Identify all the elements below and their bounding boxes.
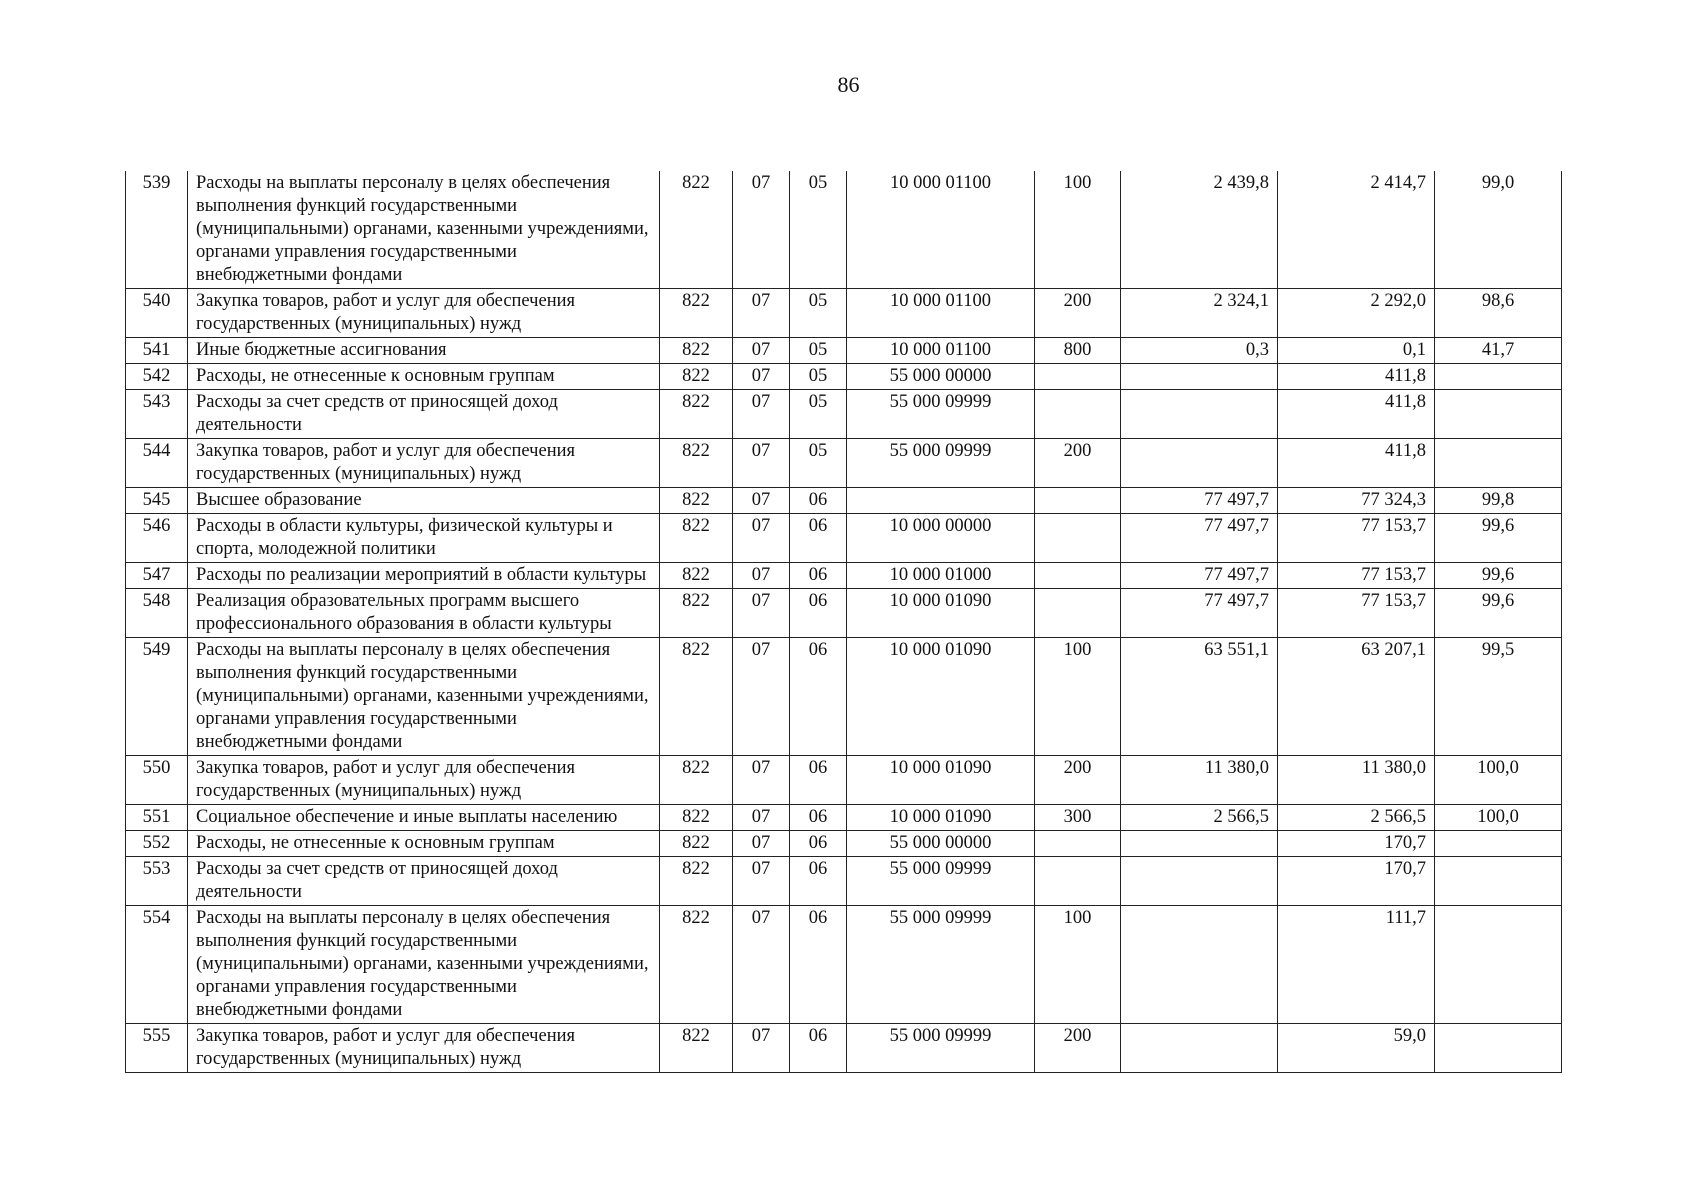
row-pr: 06 (790, 831, 847, 857)
row-pr: 05 (790, 171, 847, 289)
row-vr: 200 (1035, 756, 1121, 805)
row-plan: 77 497,7 (1121, 488, 1278, 514)
row-fact: 77 324,3 (1278, 488, 1435, 514)
row-number: 547 (126, 563, 188, 589)
row-csr: 55 000 00000 (847, 831, 1035, 857)
row-csr: 55 000 09999 (847, 390, 1035, 439)
row-name: Расходы за счет средств от приносящей доход деятельности (188, 857, 660, 906)
row-name: Закупка товаров, работ и услуг для обеспечения государственных (муниципальных) нужд (188, 439, 660, 488)
row-name: Высшее образование (188, 488, 660, 514)
row-pr: 05 (790, 364, 847, 390)
row-pr: 05 (790, 390, 847, 439)
row-pct (1435, 1024, 1562, 1073)
row-fact: 170,7 (1278, 831, 1435, 857)
row-rz: 07 (733, 1024, 790, 1073)
row-number: 540 (126, 289, 188, 338)
row-name: Иные бюджетные ассигнования (188, 338, 660, 364)
row-rz: 07 (733, 390, 790, 439)
row-fact: 411,8 (1278, 390, 1435, 439)
row-vr (1035, 488, 1121, 514)
row-number: 543 (126, 390, 188, 439)
row-vr (1035, 514, 1121, 563)
row-pct: 99,6 (1435, 589, 1562, 638)
row-rz: 07 (733, 289, 790, 338)
table-row (126, 563, 1562, 589)
row-ved: 822 (660, 289, 733, 338)
row-ved: 822 (660, 831, 733, 857)
row-fact: 411,8 (1278, 364, 1435, 390)
row-name: Расходы по реализации мероприятий в области культуры (188, 563, 660, 589)
row-rz: 07 (733, 514, 790, 563)
row-csr: 55 000 00000 (847, 364, 1035, 390)
row-pct (1435, 364, 1562, 390)
row-plan: 77 497,7 (1121, 514, 1278, 563)
row-plan (1121, 831, 1278, 857)
row-ved: 822 (660, 805, 733, 831)
row-name: Реализация образовательных программ высшего профессионального образования в области культуры (188, 589, 660, 638)
row-number: 542 (126, 364, 188, 390)
row-ved: 822 (660, 563, 733, 589)
row-number: 555 (126, 1024, 188, 1073)
row-pr: 06 (790, 488, 847, 514)
row-csr (847, 488, 1035, 514)
table-row (126, 439, 1562, 488)
row-rz: 07 (733, 756, 790, 805)
row-csr: 55 000 09999 (847, 1024, 1035, 1073)
row-csr: 10 000 01100 (847, 338, 1035, 364)
row-pct: 99,5 (1435, 638, 1562, 756)
row-csr: 10 000 01090 (847, 589, 1035, 638)
table-row (126, 756, 1562, 805)
row-number: 551 (126, 805, 188, 831)
row-pr: 06 (790, 805, 847, 831)
row-vr: 200 (1035, 439, 1121, 488)
row-pr: 06 (790, 906, 847, 1024)
row-fact: 2 414,7 (1278, 171, 1435, 289)
row-rz: 07 (733, 439, 790, 488)
row-name: Социальное обеспечение и иные выплаты населению (188, 805, 660, 831)
row-vr: 200 (1035, 289, 1121, 338)
row-name: Закупка товаров, работ и услуг для обеспечения государственных (муниципальных) нужд (188, 756, 660, 805)
row-ved: 822 (660, 638, 733, 756)
row-vr: 100 (1035, 171, 1121, 289)
row-ved: 822 (660, 514, 733, 563)
row-number: 550 (126, 756, 188, 805)
row-plan: 2 566,5 (1121, 805, 1278, 831)
row-ved: 822 (660, 390, 733, 439)
row-plan: 0,3 (1121, 338, 1278, 364)
row-pct (1435, 390, 1562, 439)
row-pr: 06 (790, 1024, 847, 1073)
row-pct (1435, 439, 1562, 488)
row-csr: 55 000 09999 (847, 439, 1035, 488)
row-plan: 2 439,8 (1121, 171, 1278, 289)
row-ved: 822 (660, 857, 733, 906)
row-vr (1035, 364, 1121, 390)
row-ved: 822 (660, 488, 733, 514)
table-row (126, 488, 1562, 514)
table-row (126, 390, 1562, 439)
table-row (126, 805, 1562, 831)
row-csr: 55 000 09999 (847, 857, 1035, 906)
row-vr: 100 (1035, 906, 1121, 1024)
row-fact: 59,0 (1278, 1024, 1435, 1073)
row-ved: 822 (660, 364, 733, 390)
row-vr (1035, 831, 1121, 857)
table-row (126, 589, 1562, 638)
row-name: Расходы, не отнесенные к основным группам (188, 831, 660, 857)
table-row (126, 831, 1562, 857)
row-vr (1035, 589, 1121, 638)
row-rz: 07 (733, 364, 790, 390)
row-csr: 10 000 01100 (847, 289, 1035, 338)
row-number: 548 (126, 589, 188, 638)
table-row (126, 289, 1562, 338)
row-vr: 200 (1035, 1024, 1121, 1073)
row-pr: 05 (790, 439, 847, 488)
row-vr: 800 (1035, 338, 1121, 364)
row-name: Расходы на выплаты персоналу в целях обеспечения выполнения функций государственными (муниципальными) органами, казенными учреждениями, органами управления государственными внебюджетными фондами (188, 906, 660, 1024)
row-ved: 822 (660, 171, 733, 289)
row-rz: 07 (733, 638, 790, 756)
row-csr: 10 000 01000 (847, 563, 1035, 589)
page-number: 86 (837, 72, 860, 97)
row-pr: 06 (790, 756, 847, 805)
row-csr: 10 000 01090 (847, 638, 1035, 756)
row-number: 549 (126, 638, 188, 756)
table-row (126, 857, 1562, 906)
row-pr: 05 (790, 338, 847, 364)
row-ved: 822 (660, 338, 733, 364)
row-fact: 77 153,7 (1278, 514, 1435, 563)
row-rz: 07 (733, 171, 790, 289)
row-fact: 2 292,0 (1278, 289, 1435, 338)
row-number: 554 (126, 906, 188, 1024)
budget-table (125, 171, 1562, 1073)
row-pct (1435, 831, 1562, 857)
row-rz: 07 (733, 805, 790, 831)
row-plan: 11 380,0 (1121, 756, 1278, 805)
row-pct: 98,6 (1435, 289, 1562, 338)
row-fact: 0,1 (1278, 338, 1435, 364)
table-row (126, 514, 1562, 563)
row-number: 545 (126, 488, 188, 514)
row-number: 546 (126, 514, 188, 563)
row-fact: 411,8 (1278, 439, 1435, 488)
row-name: Расходы, не отнесенные к основным группам (188, 364, 660, 390)
row-name: Расходы на выплаты персоналу в целях обеспечения выполнения функций государственными (муниципальными) органами, казенными учреждениями, органами управления государственными внебюджетными фондами (188, 171, 660, 289)
row-csr: 10 000 01090 (847, 756, 1035, 805)
row-fact: 170,7 (1278, 857, 1435, 906)
row-plan (1121, 364, 1278, 390)
row-csr: 10 000 00000 (847, 514, 1035, 563)
row-ved: 822 (660, 756, 733, 805)
row-pr: 05 (790, 289, 847, 338)
row-csr: 55 000 09999 (847, 906, 1035, 1024)
row-number: 541 (126, 338, 188, 364)
row-pct: 100,0 (1435, 756, 1562, 805)
row-plan (1121, 1024, 1278, 1073)
row-ved: 822 (660, 589, 733, 638)
row-vr: 100 (1035, 638, 1121, 756)
row-rz: 07 (733, 338, 790, 364)
row-fact: 11 380,0 (1278, 756, 1435, 805)
row-ved: 822 (660, 439, 733, 488)
row-name: Расходы за счет средств от приносящей доход деятельности (188, 390, 660, 439)
row-plan (1121, 857, 1278, 906)
row-pct: 41,7 (1435, 338, 1562, 364)
row-pct (1435, 906, 1562, 1024)
table-row (126, 1024, 1562, 1073)
table-row (126, 638, 1562, 756)
row-vr (1035, 857, 1121, 906)
row-name: Расходы на выплаты персоналу в целях обеспечения выполнения функций государственными (муниципальными) органами, казенными учреждениями, органами управления государственными внебюджетными фондами (188, 638, 660, 756)
row-name: Расходы в области культуры, физической культуры и спорта, молодежной политики (188, 514, 660, 563)
row-plan: 77 497,7 (1121, 589, 1278, 638)
row-pct: 99,0 (1435, 171, 1562, 289)
row-pct: 100,0 (1435, 805, 1562, 831)
row-rz: 07 (733, 906, 790, 1024)
table-row (126, 171, 1562, 289)
row-csr: 10 000 01090 (847, 805, 1035, 831)
row-plan (1121, 439, 1278, 488)
row-pct: 99,6 (1435, 514, 1562, 563)
row-rz: 07 (733, 589, 790, 638)
row-fact: 77 153,7 (1278, 563, 1435, 589)
row-rz: 07 (733, 831, 790, 857)
row-pr: 06 (790, 514, 847, 563)
row-rz: 07 (733, 488, 790, 514)
row-pct: 99,8 (1435, 488, 1562, 514)
row-vr (1035, 563, 1121, 589)
row-name: Закупка товаров, работ и услуг для обеспечения государственных (муниципальных) нужд (188, 289, 660, 338)
row-name: Закупка товаров, работ и услуг для обеспечения государственных (муниципальных) нужд (188, 1024, 660, 1073)
table-row (126, 364, 1562, 390)
row-pr: 06 (790, 638, 847, 756)
row-csr: 10 000 01100 (847, 171, 1035, 289)
row-pr: 06 (790, 857, 847, 906)
row-plan: 63 551,1 (1121, 638, 1278, 756)
row-number: 552 (126, 831, 188, 857)
row-pct (1435, 857, 1562, 906)
row-ved: 822 (660, 1024, 733, 1073)
row-pr: 06 (790, 589, 847, 638)
row-vr: 300 (1035, 805, 1121, 831)
row-fact: 111,7 (1278, 906, 1435, 1024)
row-plan (1121, 390, 1278, 439)
table-row (126, 338, 1562, 364)
row-pct: 99,6 (1435, 563, 1562, 589)
row-rz: 07 (733, 563, 790, 589)
row-fact: 77 153,7 (1278, 589, 1435, 638)
row-number: 539 (126, 171, 188, 289)
row-number: 544 (126, 439, 188, 488)
row-pr: 06 (790, 563, 847, 589)
row-plan: 2 324,1 (1121, 289, 1278, 338)
row-fact: 63 207,1 (1278, 638, 1435, 756)
row-number: 553 (126, 857, 188, 906)
table-body (126, 171, 1562, 1073)
row-fact: 2 566,5 (1278, 805, 1435, 831)
row-plan: 77 497,7 (1121, 563, 1278, 589)
row-rz: 07 (733, 857, 790, 906)
row-plan (1121, 906, 1278, 1024)
table-row (126, 906, 1562, 1024)
row-vr (1035, 390, 1121, 439)
row-ved: 822 (660, 906, 733, 1024)
